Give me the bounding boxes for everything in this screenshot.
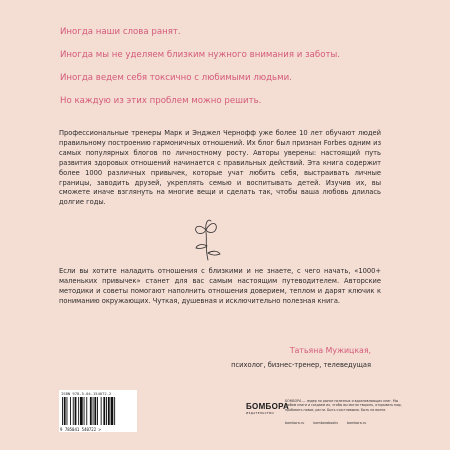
publisher-link[interactable]: bombora.ru bbox=[347, 421, 367, 425]
publisher-subtitle: ИЗДАТЕЛЬСТВО bbox=[246, 411, 275, 415]
description-paragraph: Профессиональные тренеры Марк и Энджел Чернофф уже более 10 лет обучают людей правильному построению гармоничных отношений. Их блог был признан Forbes одним из самых популярных блогов по личностному росту. Авторы уверены: настоящий путь развития здоровых отношений начинается с правильных действий. Эта книга содержит более 1000 различных привычек, которые учат любить себя, выстраивать личные границы, заводить друзей, укреплять семью и воспитывать детей. Изучив их, вы сможете иначе взглянуть на многие вещи и сделать так, чтобы ваша любовь длилась долгие годы. bbox=[59, 129, 381, 207]
barcode-block bbox=[59, 390, 137, 432]
tagline-3: Иногда ведем себя токсично с любимыми людьми. bbox=[60, 73, 292, 83]
isbn-digits: 9 785041 540722 > bbox=[60, 427, 101, 432]
reviewer-name: Татьяна Мужицкая, bbox=[289, 346, 371, 355]
publisher-link[interactable]: bomborabooks bbox=[313, 421, 338, 425]
tagline-1: Иногда наши слова ранят. bbox=[60, 27, 181, 37]
barcode-icon bbox=[62, 397, 134, 425]
isbn-label: ISBN 978-5-04-154072-2 bbox=[61, 391, 112, 396]
publisher-description: БОМБОРА — лидер на рынке полезных и вдохновляющих книг. Мы любим книги и создаем их, чтобы вы могли творить, открывать мир, пробовать новое, расти. Быть счастливыми. Быть на волне. bbox=[285, 399, 402, 412]
reviewer-role: психолог, бизнес-тренер, телеведущая bbox=[231, 361, 371, 369]
publisher-links bbox=[285, 421, 405, 425]
tagline-2: Иногда мы не уделяем близким нужного внимания и заботы. bbox=[60, 50, 340, 60]
review-paragraph: Если вы хотите наладить отношения с близкими и не знаете, с чего начать, «1000+ маленьких привычек» станет для вас самым настоящим путеводителем. Авторские методики и советы помогают наполнить отношения доверием, теплом и дарят ключик к пониманию окружающих. Чуткая, душевная и исключительно полезная книга. bbox=[59, 267, 381, 305]
tagline-4: Но каждую из этих проблем можно решить. bbox=[60, 96, 262, 106]
flower-icon bbox=[184, 212, 228, 264]
publisher-name: БОМБОРА bbox=[246, 402, 290, 411]
taglines bbox=[60, 26, 420, 118]
publisher-link[interactable]: bombora.ru bbox=[285, 421, 305, 425]
